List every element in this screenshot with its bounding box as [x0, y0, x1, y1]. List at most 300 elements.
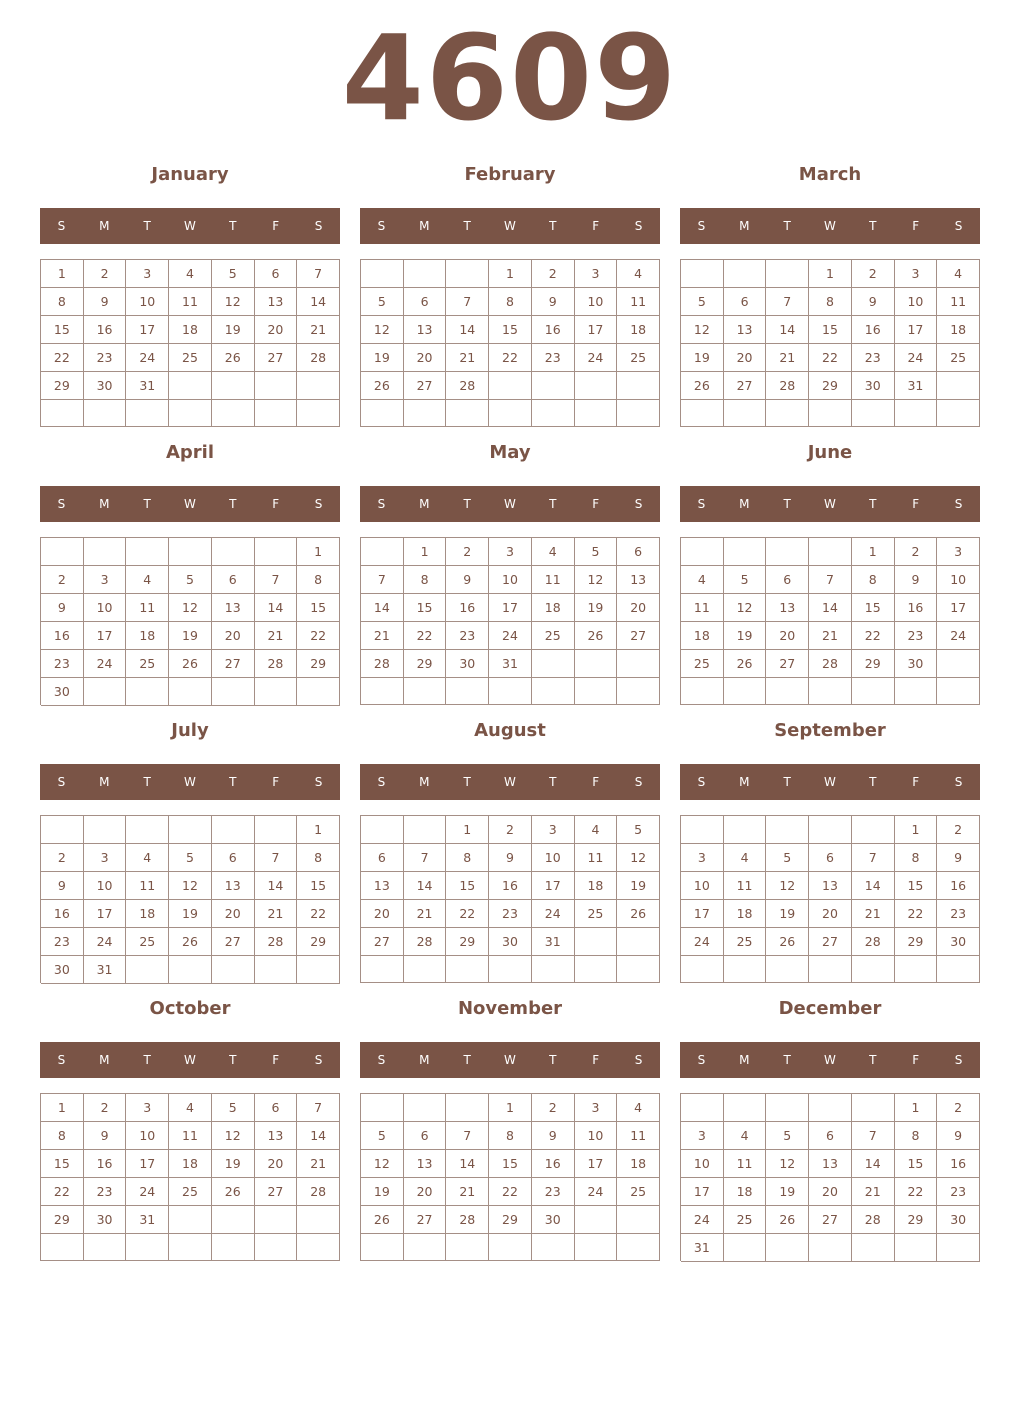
day-cell[interactable]: 31 [84, 956, 127, 984]
day-cell[interactable]: 10 [575, 288, 618, 316]
day-cell[interactable]: 2 [84, 1094, 127, 1122]
day-cell[interactable]: 17 [937, 594, 980, 622]
day-cell[interactable]: 9 [532, 288, 575, 316]
day-cell[interactable]: 30 [489, 928, 532, 956]
day-cell[interactable]: 27 [809, 1206, 852, 1234]
day-cell[interactable]: 21 [852, 1178, 895, 1206]
day-cell[interactable]: 22 [446, 900, 489, 928]
day-cell[interactable]: 29 [297, 650, 340, 678]
day-cell[interactable]: 8 [41, 288, 84, 316]
day-cell[interactable]: 11 [724, 1150, 767, 1178]
day-cell[interactable]: 15 [41, 1150, 84, 1178]
day-cell[interactable]: 22 [41, 344, 84, 372]
day-cell[interactable]: 19 [361, 1178, 404, 1206]
day-cell[interactable]: 9 [41, 594, 84, 622]
day-cell[interactable]: 16 [895, 594, 938, 622]
day-cell[interactable]: 12 [169, 872, 212, 900]
day-cell[interactable]: 18 [724, 900, 767, 928]
day-cell[interactable]: 27 [617, 622, 660, 650]
day-cell[interactable]: 11 [681, 594, 724, 622]
day-cell[interactable]: 30 [895, 650, 938, 678]
day-cell[interactable]: 22 [895, 1178, 938, 1206]
day-cell[interactable]: 11 [724, 872, 767, 900]
day-cell[interactable]: 17 [532, 872, 575, 900]
day-cell[interactable]: 19 [617, 872, 660, 900]
day-cell[interactable]: 18 [681, 622, 724, 650]
day-cell[interactable]: 28 [446, 1206, 489, 1234]
day-cell[interactable]: 25 [169, 1178, 212, 1206]
day-cell[interactable]: 14 [297, 288, 340, 316]
day-cell[interactable]: 3 [84, 566, 127, 594]
day-cell[interactable]: 30 [937, 928, 980, 956]
day-cell[interactable]: 6 [617, 538, 660, 566]
day-cell[interactable]: 19 [724, 622, 767, 650]
day-cell[interactable]: 20 [361, 900, 404, 928]
day-cell[interactable]: 14 [255, 594, 298, 622]
day-cell[interactable]: 1 [41, 260, 84, 288]
day-cell[interactable]: 7 [446, 288, 489, 316]
day-cell[interactable]: 16 [41, 900, 84, 928]
day-cell[interactable]: 30 [41, 678, 84, 706]
day-cell[interactable]: 26 [766, 1206, 809, 1234]
day-cell[interactable]: 26 [681, 372, 724, 400]
day-cell[interactable]: 23 [532, 1178, 575, 1206]
day-cell[interactable]: 28 [255, 650, 298, 678]
day-cell[interactable]: 21 [297, 316, 340, 344]
day-cell[interactable]: 6 [404, 288, 447, 316]
day-cell[interactable]: 29 [852, 650, 895, 678]
day-cell[interactable]: 31 [532, 928, 575, 956]
day-cell[interactable]: 23 [852, 344, 895, 372]
day-cell[interactable]: 13 [766, 594, 809, 622]
day-cell[interactable]: 22 [297, 900, 340, 928]
day-cell[interactable]: 31 [126, 1206, 169, 1234]
day-cell[interactable]: 20 [404, 344, 447, 372]
day-cell[interactable]: 19 [212, 316, 255, 344]
day-cell[interactable]: 1 [489, 1094, 532, 1122]
day-cell[interactable]: 17 [575, 1150, 618, 1178]
day-cell[interactable]: 8 [297, 844, 340, 872]
day-cell[interactable]: 27 [724, 372, 767, 400]
day-cell[interactable]: 10 [84, 872, 127, 900]
day-cell[interactable]: 4 [126, 566, 169, 594]
day-cell[interactable]: 8 [297, 566, 340, 594]
day-cell[interactable]: 8 [895, 1122, 938, 1150]
day-cell[interactable]: 24 [575, 1178, 618, 1206]
day-cell[interactable]: 21 [404, 900, 447, 928]
day-cell[interactable]: 10 [895, 288, 938, 316]
day-cell[interactable]: 1 [895, 1094, 938, 1122]
day-cell[interactable]: 3 [532, 816, 575, 844]
day-cell[interactable]: 17 [895, 316, 938, 344]
day-cell[interactable]: 22 [852, 622, 895, 650]
day-cell[interactable]: 19 [169, 622, 212, 650]
day-cell[interactable]: 5 [212, 260, 255, 288]
day-cell[interactable]: 1 [489, 260, 532, 288]
day-cell[interactable]: 19 [575, 594, 618, 622]
day-cell[interactable]: 26 [361, 1206, 404, 1234]
day-cell[interactable]: 26 [617, 900, 660, 928]
day-cell[interactable]: 16 [937, 1150, 980, 1178]
day-cell[interactable]: 28 [766, 372, 809, 400]
day-cell[interactable]: 23 [532, 344, 575, 372]
day-cell[interactable]: 22 [489, 1178, 532, 1206]
day-cell[interactable]: 31 [126, 372, 169, 400]
day-cell[interactable]: 20 [809, 900, 852, 928]
day-cell[interactable]: 17 [126, 1150, 169, 1178]
day-cell[interactable]: 3 [84, 844, 127, 872]
day-cell[interactable]: 2 [446, 538, 489, 566]
day-cell[interactable]: 6 [809, 1122, 852, 1150]
day-cell[interactable]: 5 [575, 538, 618, 566]
day-cell[interactable]: 27 [255, 1178, 298, 1206]
day-cell[interactable]: 13 [255, 1122, 298, 1150]
day-cell[interactable]: 28 [404, 928, 447, 956]
day-cell[interactable]: 18 [169, 1150, 212, 1178]
day-cell[interactable]: 30 [446, 650, 489, 678]
day-cell[interactable]: 15 [446, 872, 489, 900]
day-cell[interactable]: 7 [255, 844, 298, 872]
day-cell[interactable]: 6 [212, 844, 255, 872]
day-cell[interactable]: 16 [84, 1150, 127, 1178]
day-cell[interactable]: 23 [937, 900, 980, 928]
day-cell[interactable]: 17 [84, 622, 127, 650]
day-cell[interactable]: 24 [84, 928, 127, 956]
day-cell[interactable]: 2 [84, 260, 127, 288]
day-cell[interactable]: 25 [575, 900, 618, 928]
day-cell[interactable]: 14 [255, 872, 298, 900]
day-cell[interactable]: 30 [852, 372, 895, 400]
day-cell[interactable]: 17 [575, 316, 618, 344]
day-cell[interactable]: 30 [41, 956, 84, 984]
day-cell[interactable]: 29 [41, 1206, 84, 1234]
day-cell[interactable]: 17 [489, 594, 532, 622]
day-cell[interactable]: 8 [489, 1122, 532, 1150]
day-cell[interactable]: 28 [852, 1206, 895, 1234]
day-cell[interactable]: 2 [937, 816, 980, 844]
day-cell[interactable]: 23 [895, 622, 938, 650]
day-cell[interactable]: 9 [532, 1122, 575, 1150]
day-cell[interactable]: 21 [297, 1150, 340, 1178]
day-cell[interactable]: 20 [212, 622, 255, 650]
day-cell[interactable]: 31 [895, 372, 938, 400]
day-cell[interactable]: 5 [212, 1094, 255, 1122]
day-cell[interactable]: 26 [575, 622, 618, 650]
day-cell[interactable]: 26 [212, 1178, 255, 1206]
day-cell[interactable]: 12 [724, 594, 767, 622]
day-cell[interactable]: 21 [446, 1178, 489, 1206]
day-cell[interactable]: 18 [126, 622, 169, 650]
day-cell[interactable]: 3 [126, 260, 169, 288]
day-cell[interactable]: 24 [489, 622, 532, 650]
day-cell[interactable]: 25 [532, 622, 575, 650]
day-cell[interactable]: 26 [169, 928, 212, 956]
day-cell[interactable]: 4 [724, 844, 767, 872]
day-cell[interactable]: 29 [489, 1206, 532, 1234]
day-cell[interactable]: 5 [617, 816, 660, 844]
day-cell[interactable]: 5 [169, 566, 212, 594]
day-cell[interactable]: 22 [809, 344, 852, 372]
day-cell[interactable]: 20 [404, 1178, 447, 1206]
day-cell[interactable]: 19 [361, 344, 404, 372]
day-cell[interactable]: 27 [766, 650, 809, 678]
day-cell[interactable]: 13 [404, 316, 447, 344]
day-cell[interactable]: 23 [41, 650, 84, 678]
day-cell[interactable]: 7 [255, 566, 298, 594]
day-cell[interactable]: 11 [532, 566, 575, 594]
day-cell[interactable]: 18 [617, 316, 660, 344]
day-cell[interactable]: 4 [575, 816, 618, 844]
day-cell[interactable]: 6 [212, 566, 255, 594]
day-cell[interactable]: 24 [895, 344, 938, 372]
day-cell[interactable]: 2 [41, 844, 84, 872]
day-cell[interactable]: 11 [169, 288, 212, 316]
day-cell[interactable]: 6 [809, 844, 852, 872]
day-cell[interactable]: 12 [361, 316, 404, 344]
day-cell[interactable]: 16 [852, 316, 895, 344]
day-cell[interactable]: 2 [489, 816, 532, 844]
day-cell[interactable]: 3 [575, 260, 618, 288]
day-cell[interactable]: 16 [532, 1150, 575, 1178]
day-cell[interactable]: 24 [681, 1206, 724, 1234]
day-cell[interactable]: 21 [809, 622, 852, 650]
day-cell[interactable]: 23 [489, 900, 532, 928]
day-cell[interactable]: 25 [937, 344, 980, 372]
day-cell[interactable]: 2 [532, 260, 575, 288]
day-cell[interactable]: 3 [126, 1094, 169, 1122]
day-cell[interactable]: 5 [766, 844, 809, 872]
day-cell[interactable]: 25 [126, 650, 169, 678]
day-cell[interactable]: 1 [895, 816, 938, 844]
day-cell[interactable]: 14 [766, 316, 809, 344]
day-cell[interactable]: 18 [724, 1178, 767, 1206]
day-cell[interactable]: 2 [41, 566, 84, 594]
day-cell[interactable]: 8 [809, 288, 852, 316]
day-cell[interactable]: 7 [361, 566, 404, 594]
day-cell[interactable]: 7 [297, 260, 340, 288]
day-cell[interactable]: 27 [255, 344, 298, 372]
day-cell[interactable]: 7 [852, 844, 895, 872]
day-cell[interactable]: 5 [169, 844, 212, 872]
day-cell[interactable]: 14 [404, 872, 447, 900]
day-cell[interactable]: 25 [681, 650, 724, 678]
day-cell[interactable]: 3 [895, 260, 938, 288]
day-cell[interactable]: 26 [361, 372, 404, 400]
day-cell[interactable]: 27 [404, 372, 447, 400]
day-cell[interactable]: 1 [404, 538, 447, 566]
day-cell[interactable]: 18 [617, 1150, 660, 1178]
day-cell[interactable]: 1 [446, 816, 489, 844]
day-cell[interactable]: 4 [724, 1122, 767, 1150]
day-cell[interactable]: 10 [532, 844, 575, 872]
day-cell[interactable]: 7 [404, 844, 447, 872]
day-cell[interactable]: 6 [766, 566, 809, 594]
day-cell[interactable]: 16 [532, 316, 575, 344]
day-cell[interactable]: 1 [41, 1094, 84, 1122]
day-cell[interactable]: 26 [766, 928, 809, 956]
day-cell[interactable]: 7 [297, 1094, 340, 1122]
day-cell[interactable]: 23 [84, 1178, 127, 1206]
day-cell[interactable]: 3 [681, 844, 724, 872]
day-cell[interactable]: 19 [681, 344, 724, 372]
day-cell[interactable]: 17 [84, 900, 127, 928]
day-cell[interactable]: 16 [937, 872, 980, 900]
day-cell[interactable]: 20 [255, 1150, 298, 1178]
day-cell[interactable]: 13 [724, 316, 767, 344]
day-cell[interactable]: 9 [84, 1122, 127, 1150]
day-cell[interactable]: 10 [937, 566, 980, 594]
day-cell[interactable]: 28 [809, 650, 852, 678]
day-cell[interactable]: 12 [766, 872, 809, 900]
day-cell[interactable]: 14 [446, 1150, 489, 1178]
day-cell[interactable]: 21 [255, 900, 298, 928]
day-cell[interactable]: 10 [84, 594, 127, 622]
day-cell[interactable]: 25 [724, 1206, 767, 1234]
day-cell[interactable]: 26 [212, 344, 255, 372]
day-cell[interactable]: 4 [617, 1094, 660, 1122]
day-cell[interactable]: 2 [532, 1094, 575, 1122]
day-cell[interactable]: 17 [681, 900, 724, 928]
day-cell[interactable]: 23 [84, 344, 127, 372]
day-cell[interactable]: 19 [766, 900, 809, 928]
day-cell[interactable]: 7 [766, 288, 809, 316]
day-cell[interactable]: 29 [404, 650, 447, 678]
day-cell[interactable]: 24 [84, 650, 127, 678]
day-cell[interactable]: 5 [681, 288, 724, 316]
day-cell[interactable]: 14 [852, 1150, 895, 1178]
day-cell[interactable]: 20 [809, 1178, 852, 1206]
day-cell[interactable]: 9 [41, 872, 84, 900]
day-cell[interactable]: 4 [937, 260, 980, 288]
day-cell[interactable]: 29 [809, 372, 852, 400]
day-cell[interactable]: 29 [895, 928, 938, 956]
day-cell[interactable]: 28 [255, 928, 298, 956]
day-cell[interactable]: 10 [575, 1122, 618, 1150]
day-cell[interactable]: 13 [212, 872, 255, 900]
day-cell[interactable]: 18 [126, 900, 169, 928]
day-cell[interactable]: 17 [126, 316, 169, 344]
day-cell[interactable]: 15 [895, 872, 938, 900]
day-cell[interactable]: 28 [361, 650, 404, 678]
day-cell[interactable]: 12 [212, 1122, 255, 1150]
day-cell[interactable]: 12 [361, 1150, 404, 1178]
day-cell[interactable]: 10 [681, 872, 724, 900]
day-cell[interactable]: 22 [41, 1178, 84, 1206]
day-cell[interactable]: 31 [681, 1234, 724, 1262]
day-cell[interactable]: 28 [297, 1178, 340, 1206]
day-cell[interactable]: 19 [169, 900, 212, 928]
day-cell[interactable]: 20 [212, 900, 255, 928]
day-cell[interactable]: 4 [681, 566, 724, 594]
day-cell[interactable]: 6 [361, 844, 404, 872]
day-cell[interactable]: 16 [489, 872, 532, 900]
day-cell[interactable]: 1 [297, 538, 340, 566]
day-cell[interactable]: 2 [852, 260, 895, 288]
day-cell[interactable]: 16 [446, 594, 489, 622]
day-cell[interactable]: 15 [404, 594, 447, 622]
day-cell[interactable]: 3 [681, 1122, 724, 1150]
day-cell[interactable]: 25 [617, 1178, 660, 1206]
day-cell[interactable]: 12 [681, 316, 724, 344]
day-cell[interactable]: 11 [575, 844, 618, 872]
day-cell[interactable]: 11 [937, 288, 980, 316]
day-cell[interactable]: 13 [617, 566, 660, 594]
day-cell[interactable]: 17 [681, 1178, 724, 1206]
day-cell[interactable]: 15 [809, 316, 852, 344]
day-cell[interactable]: 13 [809, 1150, 852, 1178]
day-cell[interactable]: 15 [852, 594, 895, 622]
day-cell[interactable]: 15 [41, 316, 84, 344]
day-cell[interactable]: 24 [681, 928, 724, 956]
day-cell[interactable]: 13 [404, 1150, 447, 1178]
day-cell[interactable]: 15 [489, 1150, 532, 1178]
day-cell[interactable]: 25 [126, 928, 169, 956]
day-cell[interactable]: 4 [169, 260, 212, 288]
day-cell[interactable]: 29 [446, 928, 489, 956]
day-cell[interactable]: 21 [255, 622, 298, 650]
day-cell[interactable]: 24 [532, 900, 575, 928]
day-cell[interactable]: 18 [937, 316, 980, 344]
day-cell[interactable]: 1 [809, 260, 852, 288]
day-cell[interactable]: 5 [361, 1122, 404, 1150]
day-cell[interactable]: 19 [766, 1178, 809, 1206]
day-cell[interactable]: 18 [575, 872, 618, 900]
day-cell[interactable]: 27 [809, 928, 852, 956]
day-cell[interactable]: 9 [489, 844, 532, 872]
day-cell[interactable]: 28 [446, 372, 489, 400]
day-cell[interactable]: 7 [852, 1122, 895, 1150]
day-cell[interactable]: 1 [852, 538, 895, 566]
day-cell[interactable]: 14 [446, 316, 489, 344]
day-cell[interactable]: 10 [126, 288, 169, 316]
day-cell[interactable]: 9 [937, 844, 980, 872]
day-cell[interactable]: 20 [617, 594, 660, 622]
day-cell[interactable]: 5 [361, 288, 404, 316]
day-cell[interactable]: 11 [126, 872, 169, 900]
day-cell[interactable]: 11 [617, 1122, 660, 1150]
day-cell[interactable]: 7 [446, 1122, 489, 1150]
day-cell[interactable]: 24 [126, 344, 169, 372]
day-cell[interactable]: 3 [937, 538, 980, 566]
day-cell[interactable]: 21 [766, 344, 809, 372]
day-cell[interactable]: 18 [532, 594, 575, 622]
day-cell[interactable]: 14 [297, 1122, 340, 1150]
day-cell[interactable]: 8 [404, 566, 447, 594]
day-cell[interactable]: 5 [724, 566, 767, 594]
day-cell[interactable]: 29 [895, 1206, 938, 1234]
day-cell[interactable]: 9 [84, 288, 127, 316]
day-cell[interactable]: 9 [937, 1122, 980, 1150]
day-cell[interactable]: 18 [169, 316, 212, 344]
day-cell[interactable]: 4 [126, 844, 169, 872]
day-cell[interactable]: 20 [766, 622, 809, 650]
day-cell[interactable]: 4 [532, 538, 575, 566]
day-cell[interactable]: 26 [169, 650, 212, 678]
day-cell[interactable]: 2 [895, 538, 938, 566]
day-cell[interactable]: 25 [169, 344, 212, 372]
day-cell[interactable]: 23 [41, 928, 84, 956]
day-cell[interactable]: 21 [852, 900, 895, 928]
day-cell[interactable]: 21 [361, 622, 404, 650]
day-cell[interactable]: 4 [169, 1094, 212, 1122]
day-cell[interactable]: 13 [809, 872, 852, 900]
day-cell[interactable]: 10 [126, 1122, 169, 1150]
day-cell[interactable]: 15 [297, 872, 340, 900]
day-cell[interactable]: 12 [212, 288, 255, 316]
day-cell[interactable]: 20 [724, 344, 767, 372]
day-cell[interactable]: 8 [852, 566, 895, 594]
day-cell[interactable]: 24 [126, 1178, 169, 1206]
